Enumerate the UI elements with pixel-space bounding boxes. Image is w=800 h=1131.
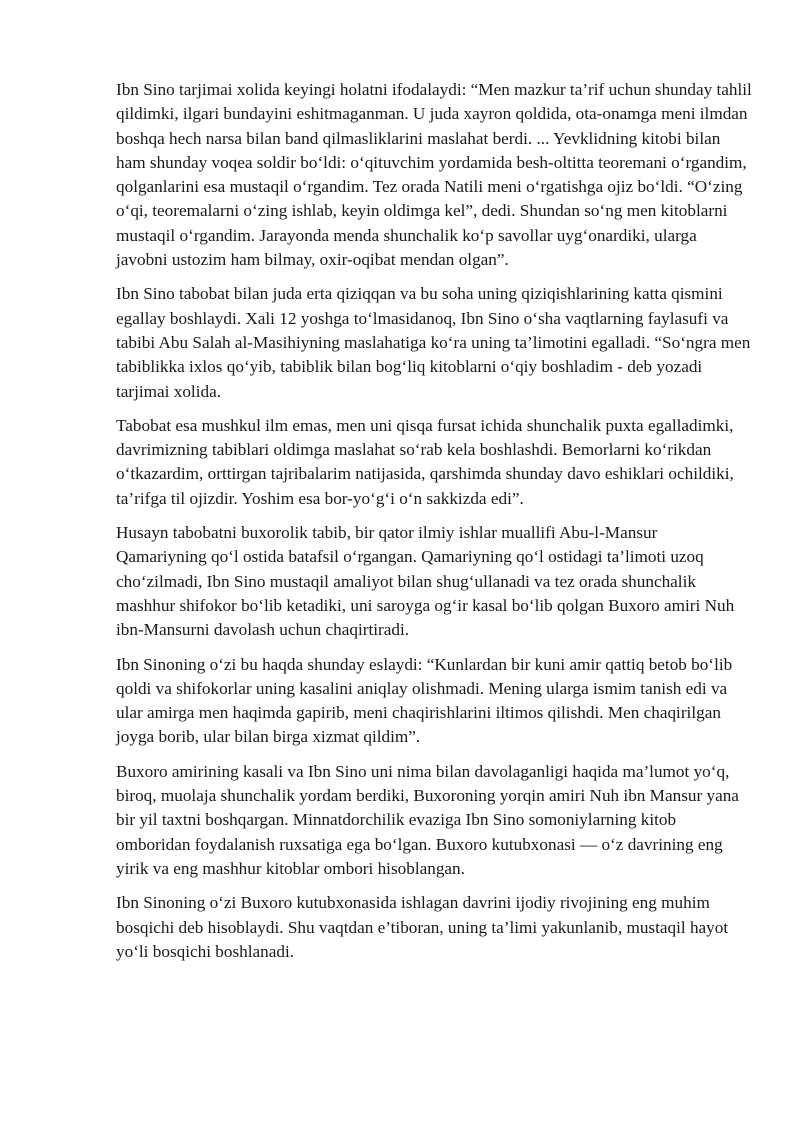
paragraph-2: Ibn Sino tabobat bilan juda erta qiziqqan va bu soha uning qiziqishlarining katta qismini egallay boshlaydi. Xali 12 yoshga to‘lmasidanoq, Ibn Sino o‘sha vaqtlarning faylasufi va tabibi Abu Salah al-Masihiyning maslahatiga ko‘ra uning ta’limotini egalladi. “So‘ngra men tabiblikka ixlos qo‘yib, tabiblik bilan bog‘liq kitoblarni o‘qiy boshladim - deb yozadi tarjimai xolida. — [116, 284, 751, 401]
paragraph-3: Tabobat esa mushkul ilm emas, men uni qisqa fursat ichida shunchalik puxta egalladimki, davrimizning tabiblari oldimga maslahat so‘rab kela boshlashdi. Bemorlarni ko‘rikdan o‘tkazardim, orttirgan tajribalarim natijasida, qarshimda shunday davo eshiklari ochildiki, ta’rifga til ojizdir. Yoshim esa bor-yo‘g‘i o‘n sakkizda edi”. — [116, 415, 734, 508]
paragraph-7: Ibn Sinoning o‘zi Buxoro kutubxonasida ishlagan davrini ijodiy rivojining eng muhim bosqichi deb hisoblaydi. Shu vaqtdan e’tiboran, uning ta’limi yakunlanib, mustaqil hayot yo‘li bosqichi boshlanadi. — [116, 893, 729, 961]
paragraph-4: Husayn tabobatni buxorolik tabib, bir qator ilmiy ishlar muallifi Abu-l-Mansur Qamariyning qo‘l ostida batafsil o‘rgangan. Qamariyning qo‘l ostidagi ta’limoti uzoq cho‘zilmadi, Ibn Sino mustaqil amaliyot bilan shug‘ullanadi va tez orada shunchalik mashhur shifokor bo‘lib ketadiki, uni saroyga og‘ir kasal bo‘lib qolgan Buxoro amiri Nuh ibn-Mansurni davolash uchun chaqirtiradi. — [116, 523, 735, 640]
document-body — [116, 78, 752, 974]
paragraph-5: Ibn Sinoning o‘zi bu haqda shunday eslaydi: “Kunlardan bir kuni amir qattiq betob bo‘lib qoldi va shifokorlar uning kasalini aniqlay olishmadi. Mening ularga ismim tanish edi va ular amirga men haqimda gapirib, meni chaqirishlarini iltimos qilishdi. Men chaqirilgan joyga borib, ular bilan birga xizmat qildim”. — [116, 654, 733, 747]
paragraph-1: Ibn Sino tarjimai xolida keyingi holatni ifodalaydi: “Men mazkur ta’rif uchun shunday tahlil qildimki, ilgari bundayini eshitmaganman. U juda xayron qoldida, ota-onamga meni ilmdan boshqa hech narsa bilan band qilmasliklarini maslahat berdi. ... Yevklidning kitobi bilan ham shunday voqea soldir bo‘ldi: o‘qituvchim yordamida besh-oltitta teoremani o‘rgandim, qolganlarini esa mustaqil o‘rgandim. Tez orada Natili meni o‘rgatishga ojiz bo‘ldi. “O‘zing o‘qi, teoremalarni o‘zing ishlab, keyin oldimga kel”, dedi. Shundan so‘ng men kitoblarni mustaqil o‘rgandim. Jarayonda menda shunchalik ko‘p savollar uyg‘onardiki, ularga javobni ustozim ham bilmay, oxir-oqibat mendan olgan”. — [116, 80, 752, 270]
paragraph-6: Buxoro amirining kasali va Ibn Sino uni nima bilan davolaganligi haqida ma’lumot yo‘q, biroq, muolaja shunchalik yordam berdiki, Buxoroning yorqin amiri Nuh ibn Mansur yana bir yil taxtni boshqargan. Minnatdorchilik evaziga Ibn Sino somoniylarning kitob omboridan foydalanish ruxsatiga ega bo‘lgan. Buxoro kutubxonasi — o‘z davrining eng yirik va eng mashhur kitoblar ombori hisoblangan. — [116, 761, 739, 878]
